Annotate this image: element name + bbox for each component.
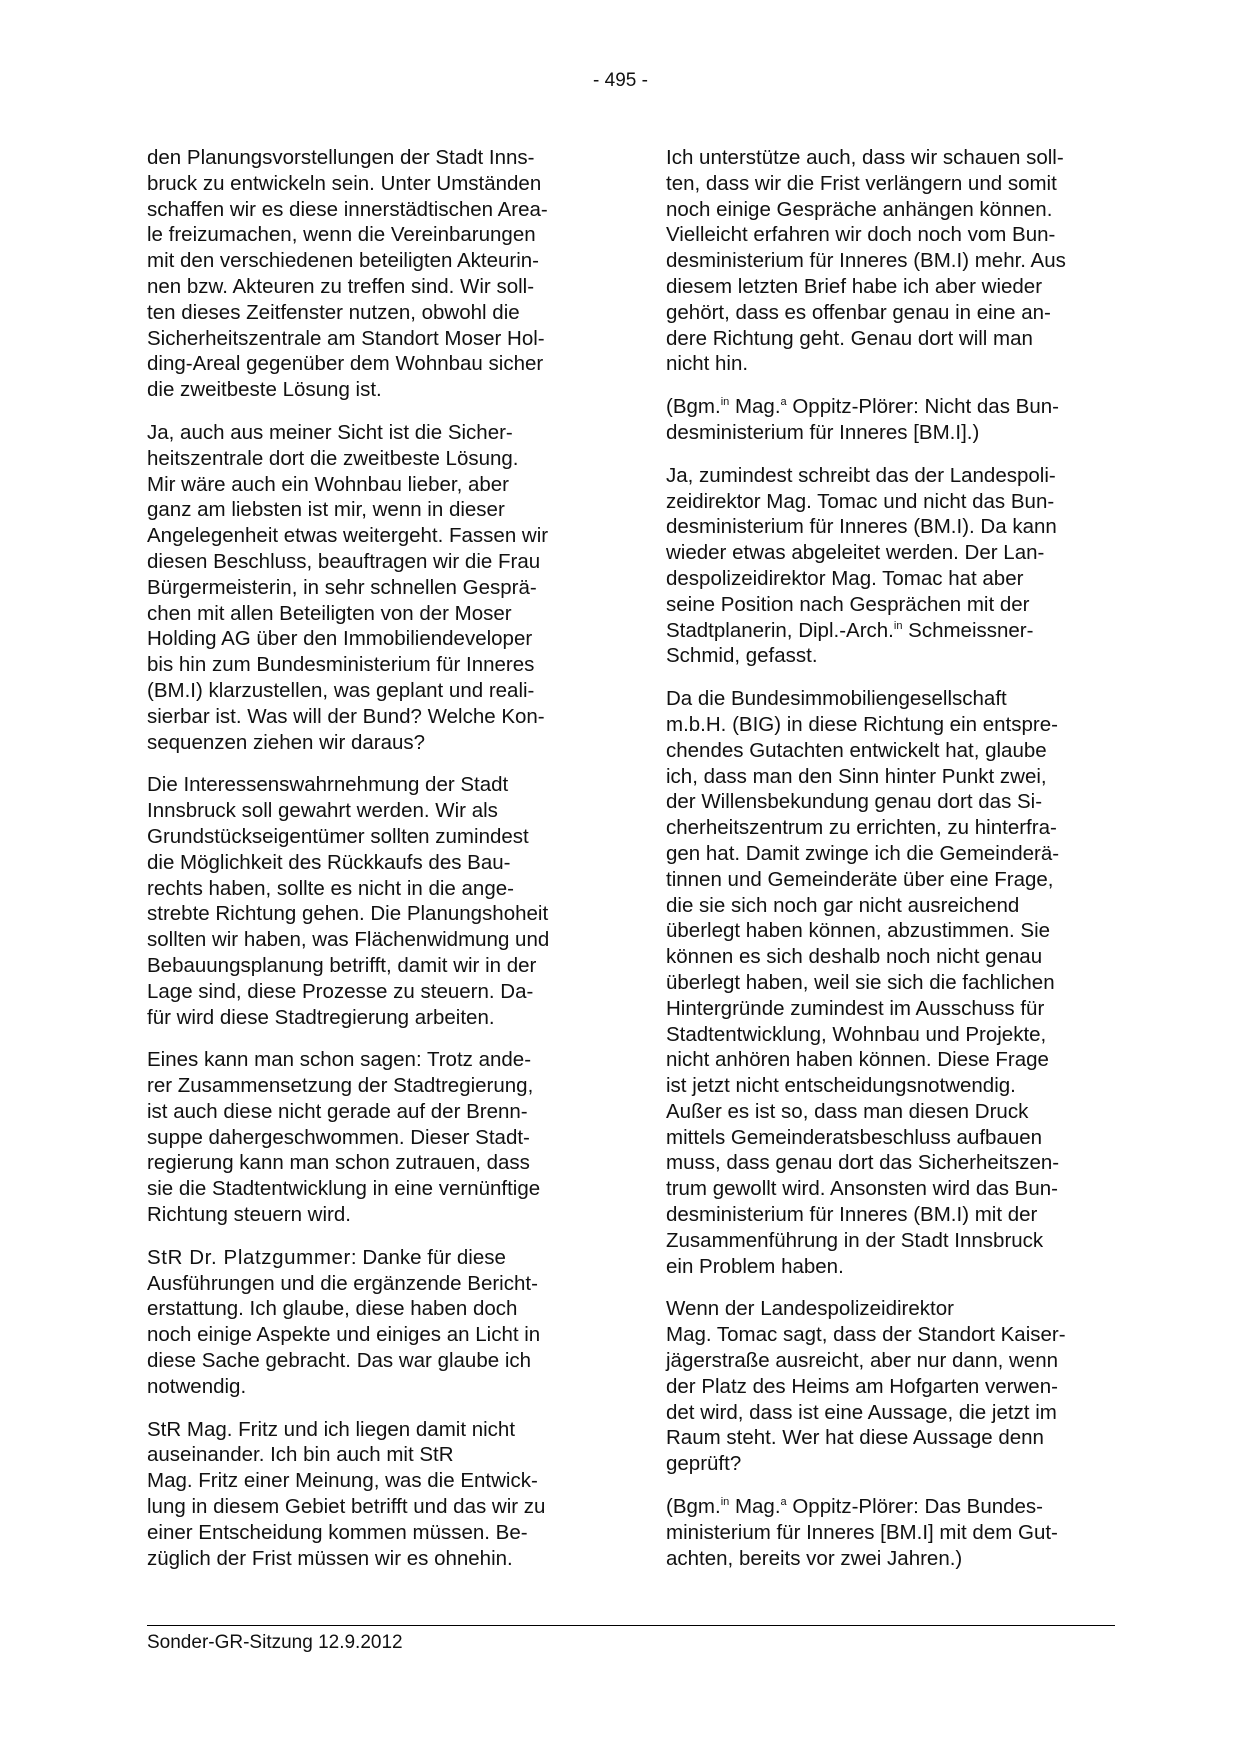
- superscript: a: [780, 396, 787, 409]
- superscript: in: [720, 396, 730, 409]
- paragraph: Die Interessenswahrnehmung der Stadt Innsbruck soll gewahrt werden. Wir als Grundstückseigentümer sollten zumindest die Möglichkeit des Rückkaufs des Bau- rechts haben, sollte es nicht in die ange- strebte Richtung gehen. Die Planungshoheit sollten wir haben, was Flächenwidmung und Bebauungsplanung betrifft, damit wir in der Lage sind, diese Prozesse zu steuern. Da- für wird diese Stadtregierung arbeiten.: [147, 773, 550, 1029]
- page-number: - 495 -: [593, 70, 648, 91]
- right-column: [666, 145, 1118, 1588]
- speech-text: : Danke für diese Ausführungen und die ergänzende Bericht- erstattung. Ich glaube, diese haben doch noch einige Aspekte und einiges an Licht in diese Sache gebracht. Das war glaube ich notwendig.: [147, 1245, 541, 1398]
- superscript: in: [720, 1496, 730, 1509]
- left-column: [147, 145, 599, 1588]
- paragraph: Da die Bundesimmobiliengesellschaft m.b.H. (BIG) in diese Richtung ein entspre- chendes Gutachten entwickelt hat, glaube ich, dass man den Sinn hinter Punkt zwei, der Willensbekundung genau dort das Si- cherheitszentrum zu errichten, zu hinterfra- gen hat. Damit zwinge ich die Gemeinderä- tinnen und Gemeinderäte über eine Frage, die sie sich noch gar nicht ausreichend überlegt haben können, abzustimmen. Sie können es sich deshalb noch nicht genau überlegt haben, weil sie sich die fachlichen Hintergründe zumindest im Ausschuss für Stadtentwicklung, Wohnbau und Projekte, nicht anhören haben können. Diese Frage ist jetzt nicht entscheidungsnotwendig. Außer es ist so, dass man diesen Druck mittels Gemeinderatsbeschluss aufbauen muss, dass genau dort das Sicherheitszen- trum gewollt wird. Ansonsten wird das Bun- desministerium für Inneres (BM.I) mit der Zusammenführung in der Stadt Innsbruck ein Problem haben.: [666, 687, 1060, 1278]
- interjection-text: Oppitz-Plörer: Das Bundes- ministerium für Inneres [BM.I] mit dem Gut- achten, bereits vor zwei Jahren.): [666, 1495, 1058, 1570]
- superscript: in: [893, 619, 903, 632]
- superscript: a: [780, 1496, 787, 1509]
- interjection: [666, 394, 1118, 446]
- paragraph: Eines kann man schon sagen: Trotz ande- rer Zusammensetzung der Stadtregierung, ist auch diese nicht gerade auf der Brenn- suppe dahergeschwommen. Dieser Stadt- regierung kann man schon zutrauen, dass sie die Stadtentwicklung in eine vernünftige Richtung steuern wird.: [147, 1048, 541, 1227]
- paragraph-tail: Schmeissner- Schmid, gefasst.: [666, 618, 1034, 668]
- interjection-open: (Bgm.: [666, 1495, 721, 1519]
- interjection-title: Mag.: [729, 1495, 781, 1519]
- footer-divider: [147, 1625, 1115, 1626]
- paragraph: Ja, auch aus meiner Sicht ist die Sicher- heitszentrale dort die zweitbeste Lösung. Mir wäre auch ein Wohnbau lieber, aber ganz am liebsten ist mir, wenn in dieser Angelegenheit etwas weitergeht. Fassen wir diesen Beschluss, beauftragen wir die Frau Bürgermeisterin, in sehr schnellen Gesprä- chen mit allen Beteiligten von der Moser Holding AG über den Immobiliendeveloper bis hin zum Bundesministerium für Inneres (BM.I) klarzustellen, was geplant und reali- sierbar ist. Was will der Bund? Welche Kon- sequenzen ziehen wir daraus?: [147, 420, 549, 754]
- interjection-text: Oppitz-Plörer: Nicht das Bun- desministerium für Inneres [BM.I].): [666, 395, 1059, 444]
- speaker-paragraph: [147, 1245, 599, 1400]
- interjection-title: Mag.: [729, 395, 781, 419]
- footer-session-label: Sonder-GR-Sitzung 12.9.2012: [147, 1632, 403, 1653]
- paragraph: [666, 463, 1118, 669]
- paragraph: Wenn der Landespolizeidirektor Mag. Tomac sagt, dass der Standort Kaiser- jägerstraße ausreicht, aber nur dann, wenn der Platz des Heims am Hofgarten verwen- det wird, dass ist eine Aussage, die jetzt im Raum steht. Wer hat diese Aussage denn geprüft?: [666, 1297, 1066, 1476]
- paragraph-text: Ja, zumindest schreibt das der Landespoli- zeidirektor Mag. Tomac und nicht das Bun- desministerium für Inneres (BM.I). Da kann wieder etwas abgeleitet werden. Der Lan- despolizeidirektor Mag. Tomac hat aber seine Position nach Gesprächen mit der Stadtplanerin, Dipl.-Arch.: [666, 463, 1057, 642]
- interjection-open: (Bgm.: [666, 395, 721, 419]
- paragraph: Ich unterstütze auch, dass wir schauen soll- ten, dass wir die Frist verlängern und somit noch einige Gespräche anhängen können. Vielleicht erfahren wir doch noch vom Bun- desministerium für Inneres (BM.I) mehr. Aus diesem letzten Brief habe ich aber wieder gehört, dass es offenbar genau in eine an- dere Richtung geht. Genau dort will man nicht hin.: [666, 146, 1066, 376]
- speaker-name: StR Dr. Platzgummer: [147, 1245, 351, 1269]
- paragraph: den Planungsvorstellungen der Stadt Inns- bruck zu entwickeln sein. Unter Umständen schaffen wir es diese innerstädtischen Area- le freizumachen, wenn die Vereinbarungen mit den verschiedenen beteiligten Akteurin- nen bzw. Akteuren zu treffen sind. Wir soll- ten dieses Zeitfenster nutzen, obwohl die Sicherheitszentrale am Standort Moser Hol- ding-Areal gegenüber dem Wohnbau sicher die zweitbeste Lösung ist.: [147, 146, 548, 402]
- interjection: [666, 1494, 1118, 1571]
- paragraph: StR Mag. Fritz und ich liegen damit nicht auseinander. Ich bin auch mit StR Mag. Fritz einer Meinung, was die Entwick- lung in diesem Gebiet betrifft und das wir zu einer Entscheidung kommen müssen. Be- züglich der Frist müssen wir es ohnehin.: [147, 1417, 546, 1570]
